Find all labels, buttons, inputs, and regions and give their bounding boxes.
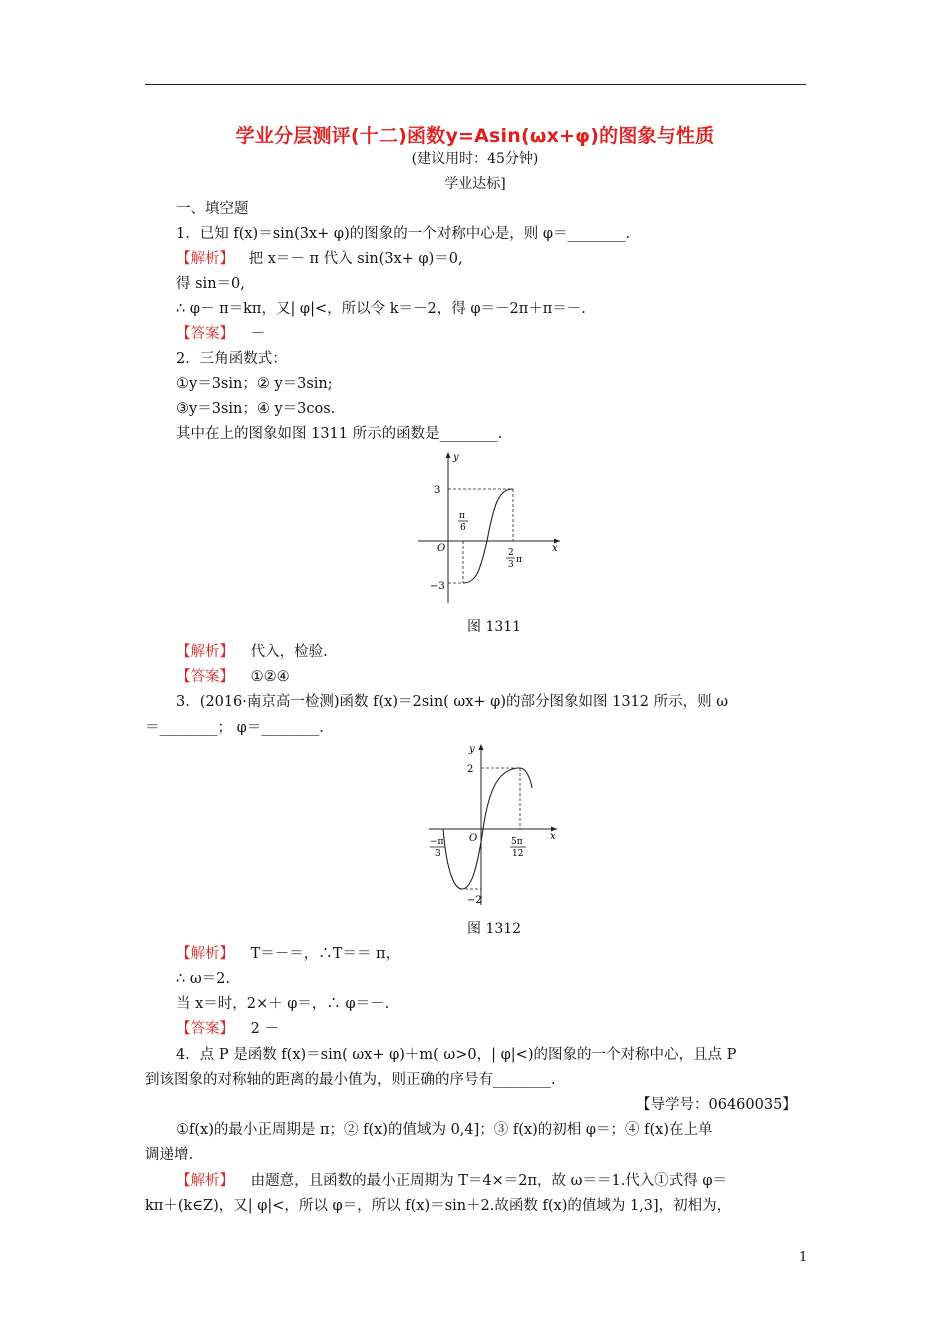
q4-analysis-2: kπ＋(k∈Z)，又| φ|<，所以 φ＝，所以 f(x)＝sin＋2.故函数 f(x)的值域为 1,3]，初相为， [145, 1198, 732, 1214]
x-left-num: −π [430, 837, 444, 847]
analysis-tag: 【解析】 [176, 251, 234, 267]
q3-analysis-line [176, 945, 400, 963]
q4-analysis-line [176, 1172, 727, 1190]
q3-answer: 2 － [250, 1021, 279, 1037]
x-left-den: 3 [435, 849, 441, 859]
x-axis-label: x [550, 831, 556, 842]
x-right-num: 2 [508, 548, 514, 558]
page-number: 1 [799, 1250, 808, 1265]
answer-tag: 【答案】 [176, 326, 234, 342]
q4-options-1: ①f(x)的最小正周期是 π；② f(x)的值域为 0,4]；③ f(x)的初相 φ＝；④ f(x)在上单 [176, 1122, 713, 1138]
q3-answer-line [176, 1020, 279, 1038]
sine-curve [463, 489, 513, 583]
y-max-label: 3 [434, 485, 441, 496]
y-axis-arrow [446, 452, 451, 458]
analysis-tag: 【解析】 [176, 946, 234, 962]
figure-1312 [425, 740, 565, 910]
origin-label: O [437, 543, 446, 554]
q1-stem: 1．已知 f(x)＝sin(3x+ φ)的图象的一个对称中心是，则 φ＝________. [176, 226, 631, 242]
x-left-num: π [459, 511, 465, 521]
analysis-tag: 【解析】 [176, 644, 234, 660]
y-max-label: 2 [467, 764, 474, 775]
q4-stem-2: 到该图象的对称轴的距离的最小值为，则正确的序号有________. [145, 1072, 556, 1088]
q1-answer: － [250, 326, 266, 342]
q1-analysis-1: 把 x＝－ π 代入 sin(3x+ φ)＝0, [248, 251, 463, 267]
page-title: 学业分层测评(十二)函数y=Asin(ωx+φ)的图象与性质 [235, 125, 715, 147]
answer-tag: 【答案】 [176, 1021, 234, 1037]
answer-tag: 【答案】 [176, 669, 234, 685]
q1-answer-line [176, 325, 265, 343]
y-axis-arrow [479, 744, 484, 750]
y-axis-label: y [453, 452, 459, 463]
x-left-den: 6 [460, 523, 466, 533]
x-right-den: 12 [512, 849, 524, 859]
q2-options-1: ①y＝3sin；② y＝3sin; [176, 376, 333, 392]
header-rule [145, 84, 806, 85]
q3-stem-2: ＝________； φ＝________. [145, 720, 324, 736]
figure-1311-caption: 图 1311 [467, 619, 522, 635]
q1-analysis-line [176, 250, 463, 268]
x-right-den: 3 [508, 560, 514, 570]
q2-question-line: 其中在上的图象如图 1311 所示的函数是________. [176, 426, 503, 442]
q3-analysis-1: T＝－＝，∴T＝＝ π， [250, 946, 401, 962]
guide-number: 【导学号：06460035】 [636, 1097, 797, 1113]
section-heading: 一、填空题 [176, 201, 249, 217]
y-min-label: −2 [467, 895, 482, 906]
x-axis-label: x [552, 543, 558, 554]
q1-analysis-3: ∴ φ－ π＝kπ，又| φ|<，所以令 k＝－2，得 φ＝－2π＋π＝－. [176, 301, 586, 317]
y-axis-label: y [469, 744, 475, 755]
figure-1311 [410, 448, 570, 608]
q4-options-2: 调递增. [145, 1147, 194, 1163]
analysis-tag: 【解析】 [176, 1173, 234, 1189]
q3-analysis-3: 当 x＝时，2×＋ φ＝，∴ φ＝－. [176, 996, 390, 1012]
q4-analysis-1: 由题意，且函数的最小正周期为 T＝4×＝2π，故 ω＝＝1.代入①式得 φ＝ [250, 1173, 728, 1189]
q3-analysis-2: ∴ ω＝2. [176, 971, 230, 987]
q2-answer: ①②④ [250, 669, 290, 685]
q2-analysis-line [176, 643, 328, 661]
x-right-num: 5π [511, 837, 523, 847]
q3-stem-1: 3．(2016·南京高一检测)函数 f(x)＝2sin( ωx+ φ)的部分图象如图 1312 所示，则 ω [176, 694, 729, 710]
y-min-label: −3 [430, 581, 445, 592]
x-right-pi: π [516, 555, 522, 565]
q2-answer-line [176, 668, 290, 686]
origin-label: O [469, 833, 478, 844]
level-heading: 学业达标] [444, 176, 506, 192]
q2-options-2: ③y＝3sin；④ y＝3cos. [176, 401, 336, 417]
time-note: (建议用时：45分钟) [411, 151, 539, 167]
q2-stem: 2．三角函数式： [176, 351, 287, 367]
q1-analysis-2: 得 sin＝0, [176, 276, 245, 292]
figure-1312-caption: 图 1312 [467, 921, 522, 937]
q4-stem-1: 4．点 P 是函数 f(x)＝sin( ωx+ φ)＋m( ω>0，| φ|<)的图象的一个对称中心，且点 P [176, 1047, 737, 1063]
q2-analysis: 代入，检验. [250, 644, 328, 660]
